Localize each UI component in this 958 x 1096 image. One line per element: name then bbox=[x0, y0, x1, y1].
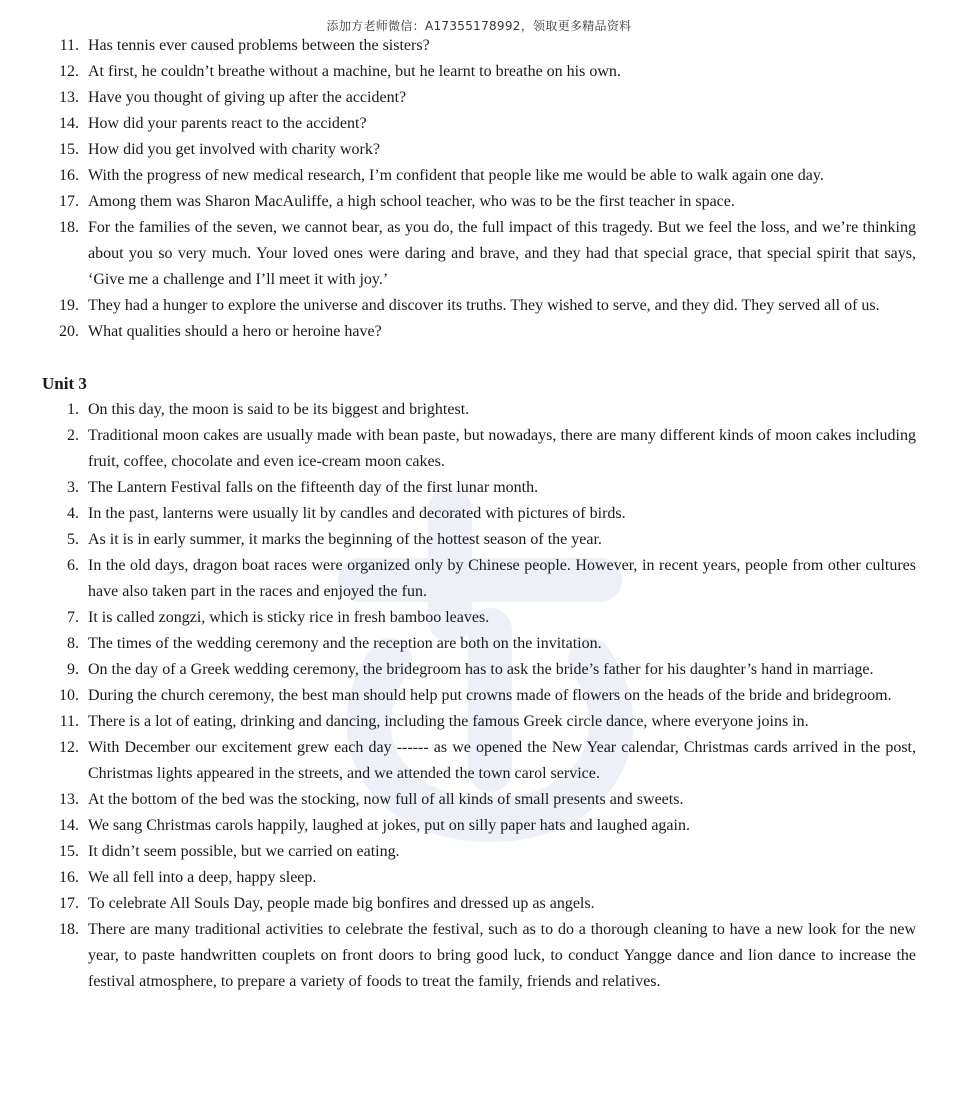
item-text: To celebrate All Souls Day, people made big bonfires and dressed up as angels. bbox=[88, 895, 595, 912]
list-item bbox=[42, 891, 916, 917]
item-text: In the old days, dragon boat races were organized only by Chinese people. However, in recent years, people from other cultures have also taken part in the races and enjoyed the fun. bbox=[88, 557, 916, 600]
item-text: The Lantern Festival falls on the fifteenth day of the first lunar month. bbox=[88, 479, 539, 496]
item-text: In the past, lanterns were usually lit by candles and decorated with pictures of birds. bbox=[88, 505, 626, 522]
unit-3-heading: Unit 3 bbox=[42, 374, 87, 393]
list-item bbox=[42, 709, 916, 735]
item-number: 12. bbox=[59, 739, 79, 756]
item-number: 16. bbox=[59, 869, 79, 886]
list-item bbox=[42, 293, 916, 319]
item-number: 4. bbox=[67, 505, 79, 522]
list-item bbox=[42, 137, 916, 163]
item-number: 1. bbox=[67, 401, 79, 418]
list-item bbox=[42, 553, 916, 605]
item-number: 3. bbox=[67, 479, 79, 496]
item-text: What qualities should a hero or heroine have? bbox=[88, 323, 382, 340]
list-item bbox=[42, 319, 916, 345]
item-number: 16. bbox=[59, 167, 79, 184]
item-text: They had a hunger to explore the universe and discover its truths. They wished to serve, and they did. They served all of us. bbox=[88, 297, 880, 314]
item-number: 5. bbox=[67, 531, 79, 548]
item-text: We sang Christmas carols happily, laughed at jokes, put on silly paper hats and laughed again. bbox=[88, 817, 690, 834]
page-header-note: 添加方老师微信：A17355178992，领取更多精品资料 bbox=[326, 19, 632, 33]
item-text: With December our excitement grew each day ------ as we opened the New Year calendar, Christmas cards arrived in the post, Christmas lights appeared in the streets, and we attended the town carol service. bbox=[88, 739, 916, 782]
list-item bbox=[42, 215, 916, 293]
item-number: 14. bbox=[59, 817, 79, 834]
item-text: It didn’t seem possible, but we carried on eating. bbox=[88, 843, 400, 860]
item-text: We all fell into a deep, happy sleep. bbox=[88, 869, 317, 886]
item-number: 17. bbox=[59, 895, 79, 912]
item-text: Has tennis ever caused problems between the sisters? bbox=[88, 37, 430, 54]
item-text: At the bottom of the bed was the stocking, now full of all kinds of small presents and sweets. bbox=[88, 791, 684, 808]
list-item bbox=[42, 33, 916, 59]
item-text: As it is in early summer, it marks the beginning of the hottest season of the year. bbox=[88, 531, 602, 548]
item-number: 8. bbox=[67, 635, 79, 652]
item-number: 11. bbox=[59, 37, 79, 54]
item-number: 10. bbox=[59, 687, 79, 704]
item-text: With the progress of new medical research, I’m confident that people like me would be able to walk again one day. bbox=[88, 167, 824, 184]
sentence-list-unit-3 bbox=[42, 397, 916, 995]
list-item bbox=[42, 59, 916, 85]
item-text: There is a lot of eating, drinking and dancing, including the famous Greek circle dance, where everyone joins in. bbox=[88, 713, 809, 730]
item-number: 7. bbox=[67, 609, 79, 626]
list-item bbox=[42, 605, 916, 631]
list-item bbox=[42, 917, 916, 995]
item-text: Have you thought of giving up after the accident? bbox=[88, 89, 407, 106]
item-text: At first, he couldn’t breathe without a machine, but he learnt to breathe on his own. bbox=[88, 63, 621, 80]
list-item bbox=[42, 475, 916, 501]
list-item bbox=[42, 423, 916, 475]
list-item bbox=[42, 163, 916, 189]
item-text: The times of the wedding ceremony and the reception are both on the invitation. bbox=[88, 635, 602, 652]
item-text: Among them was Sharon MacAuliffe, a high school teacher, who was to be the first teacher in space. bbox=[88, 193, 735, 210]
item-number: 13. bbox=[59, 791, 79, 808]
list-item bbox=[42, 189, 916, 215]
list-item bbox=[42, 85, 916, 111]
item-number: 15. bbox=[59, 141, 79, 158]
list-item bbox=[42, 683, 916, 709]
list-item bbox=[42, 865, 916, 891]
item-number: 6. bbox=[67, 557, 79, 574]
item-number: 18. bbox=[59, 921, 79, 938]
item-text: It is called zongzi, which is sticky rice in fresh bamboo leaves. bbox=[88, 609, 490, 626]
item-number: 14. bbox=[59, 115, 79, 132]
item-number: 19. bbox=[59, 297, 79, 314]
item-text: There are many traditional activities to celebrate the festival, such as to do a thorough cleaning to have a new look for the new year, to paste handwritten couplets on front doors to bring good luck, to conduct Yangge dance and lion dance to increase the festival atmosphere, to prepare a variety of foods to treat the family, friends and relatives. bbox=[88, 921, 916, 990]
sentence-list-previous-unit bbox=[42, 33, 916, 345]
item-number: 15. bbox=[59, 843, 79, 860]
list-item bbox=[42, 839, 916, 865]
item-text: For the families of the seven, we cannot bear, as you do, the full impact of this tragedy. But we feel the loss, and we’re thinking about you so very much. Your loved ones were daring and brave, and they had that special grace, that special spirit that says, ‘Give me a challenge and I’ll meet it with joy.’ bbox=[88, 219, 916, 288]
list-item bbox=[42, 657, 916, 683]
item-number: 13. bbox=[59, 89, 79, 106]
list-item bbox=[42, 813, 916, 839]
item-number: 18. bbox=[59, 219, 79, 236]
item-number: 20. bbox=[59, 323, 79, 340]
list-item bbox=[42, 735, 916, 787]
list-item bbox=[42, 501, 916, 527]
list-item bbox=[42, 631, 916, 657]
item-number: 17. bbox=[59, 193, 79, 210]
item-text: During the church ceremony, the best man should help put crowns made of flowers on the heads of the bride and bridegroom. bbox=[88, 687, 892, 704]
item-number: 9. bbox=[67, 661, 79, 678]
list-item bbox=[42, 787, 916, 813]
document-body bbox=[42, 33, 916, 995]
item-text: Traditional moon cakes are usually made with bean paste, but nowadays, there are many different kinds of moon cakes including fruit, coffee, chocolate and even ice-cream moon cakes. bbox=[88, 427, 916, 470]
item-text: On the day of a Greek wedding ceremony, the bridegroom has to ask the bride’s father for his daughter’s hand in marriage. bbox=[88, 661, 874, 678]
item-text: How did your parents react to the accident? bbox=[88, 115, 367, 132]
item-number: 2. bbox=[67, 427, 79, 444]
item-text: On this day, the moon is said to be its biggest and brightest. bbox=[88, 401, 470, 418]
list-item bbox=[42, 397, 916, 423]
item-text: How did you get involved with charity work? bbox=[88, 141, 380, 158]
item-number: 12. bbox=[59, 63, 79, 80]
list-item bbox=[42, 527, 916, 553]
list-item bbox=[42, 111, 916, 137]
item-number: 11. bbox=[59, 713, 79, 730]
